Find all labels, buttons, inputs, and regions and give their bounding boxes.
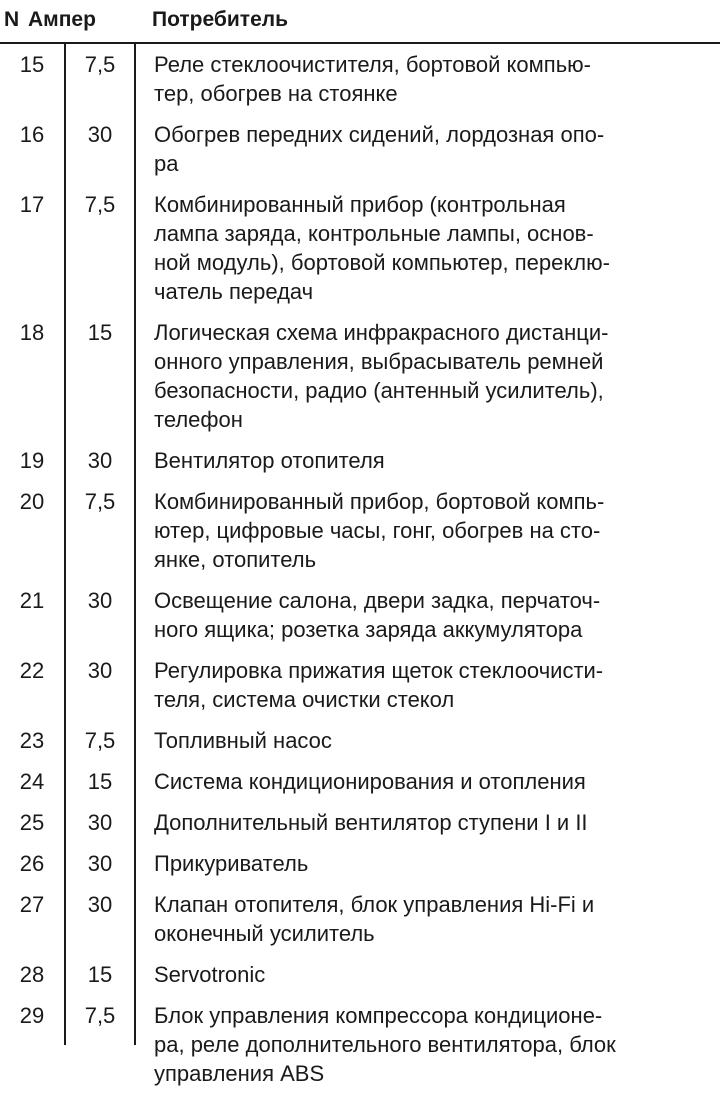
table-row [0, 843, 720, 884]
fuse-number: 26 [19, 851, 45, 876]
fuse-consumer: Топливный насос [154, 728, 332, 753]
fuse-ampere: 15 [87, 962, 113, 987]
fuse-consumer: Освещение салона, двери задка, перчаточ- ного ящика; розетка заряда аккумулятора [154, 588, 601, 642]
table-row [0, 114, 720, 184]
fuse-ampere: 7,5 [84, 1003, 116, 1028]
table-row [0, 761, 720, 802]
header-ampere: Ампер [28, 8, 96, 31]
fuse-consumer: Реле стеклоочистителя, бортовой компью- тер, обогрев на стоянке [154, 52, 591, 106]
fuse-ampere: 7,5 [84, 192, 116, 217]
fuse-consumer: Servotronic [154, 962, 266, 987]
fuse-ampere: 15 [87, 769, 113, 794]
fuse-consumer: Логическая схема инфракрасного дистанци- онного управления, выбрасыватель ремней безопасности, радио (антенный усилитель), телефон [154, 320, 609, 432]
fuse-number: 24 [19, 769, 45, 794]
fuse-consumer: Дополнительный вентилятор ступени I и II [154, 810, 588, 835]
fuse-ampere: 15 [87, 320, 113, 345]
table-row [0, 312, 720, 440]
fuse-number: 27 [19, 892, 45, 917]
header-number: N [4, 8, 20, 31]
fuse-consumer: Блок управления компрессора кондиционе- ра, реле дополнительного вентилятора, блок управления ABS [154, 1003, 616, 1086]
fuse-ampere: 7,5 [84, 52, 116, 77]
fuse-number: 29 [19, 1003, 45, 1028]
table-row [0, 802, 720, 843]
fuse-number: 15 [19, 52, 45, 77]
fuse-consumer: Комбинированный прибор (контрольная лампа заряда, контрольные лампы, основ- ной модуль), бортовой компьютер, переклю- чатель передач [154, 192, 610, 304]
table-row [0, 954, 720, 995]
fuse-number: 25 [19, 810, 45, 835]
table-row [0, 440, 720, 481]
table-row [0, 884, 720, 954]
fuse-ampere: 7,5 [84, 728, 116, 753]
fuse-consumer: Клапан отопителя, блок управления Hi-Fi и оконечный усилитель [154, 892, 595, 946]
fuse-consumer: Система кондиционирования и отопления [154, 769, 586, 794]
fuse-number: 18 [19, 320, 45, 345]
fuse-ampere: 30 [87, 658, 113, 683]
fuse-ampere: 30 [87, 851, 113, 876]
fuse-ampere: 30 [87, 892, 113, 917]
table-body [0, 44, 720, 1094]
fuse-ampere: 30 [87, 588, 113, 613]
fuse-number: 22 [19, 658, 45, 683]
fuse-number: 21 [19, 588, 45, 613]
fuse-ampere: 30 [87, 810, 113, 835]
fuse-consumer: Вентилятор отопителя [154, 448, 385, 473]
fuse-consumer: Комбинированный прибор, бортовой компь- ютер, цифровые часы, гонг, обогрев на сто- янке, отопитель [154, 489, 605, 572]
fuse-number: 16 [19, 122, 45, 147]
header-consumer: Потребитель [152, 8, 289, 31]
fuse-number: 28 [19, 962, 45, 987]
table-header [0, 0, 720, 44]
fuse-number: 19 [19, 448, 45, 473]
table-row [0, 580, 720, 650]
fuse-ampere: 30 [87, 122, 113, 147]
fuse-consumer: Прикуриватель [154, 851, 309, 876]
fuse-number: 17 [19, 192, 45, 217]
fuse-number: 20 [19, 489, 45, 514]
fuse-consumer: Обогрев передних сидений, лордозная опо- ра [154, 122, 605, 176]
fuse-ampere: 30 [87, 448, 113, 473]
fuse-ampere: 7,5 [84, 489, 116, 514]
table-row [0, 650, 720, 720]
table-row [0, 184, 720, 312]
table-row [0, 481, 720, 580]
table-row [0, 44, 720, 114]
fuse-consumer: Регулировка прижатия щеток стеклоочисти- теля, система очистки стекол [154, 658, 604, 712]
fuse-number: 23 [19, 728, 45, 753]
table-row [0, 720, 720, 761]
